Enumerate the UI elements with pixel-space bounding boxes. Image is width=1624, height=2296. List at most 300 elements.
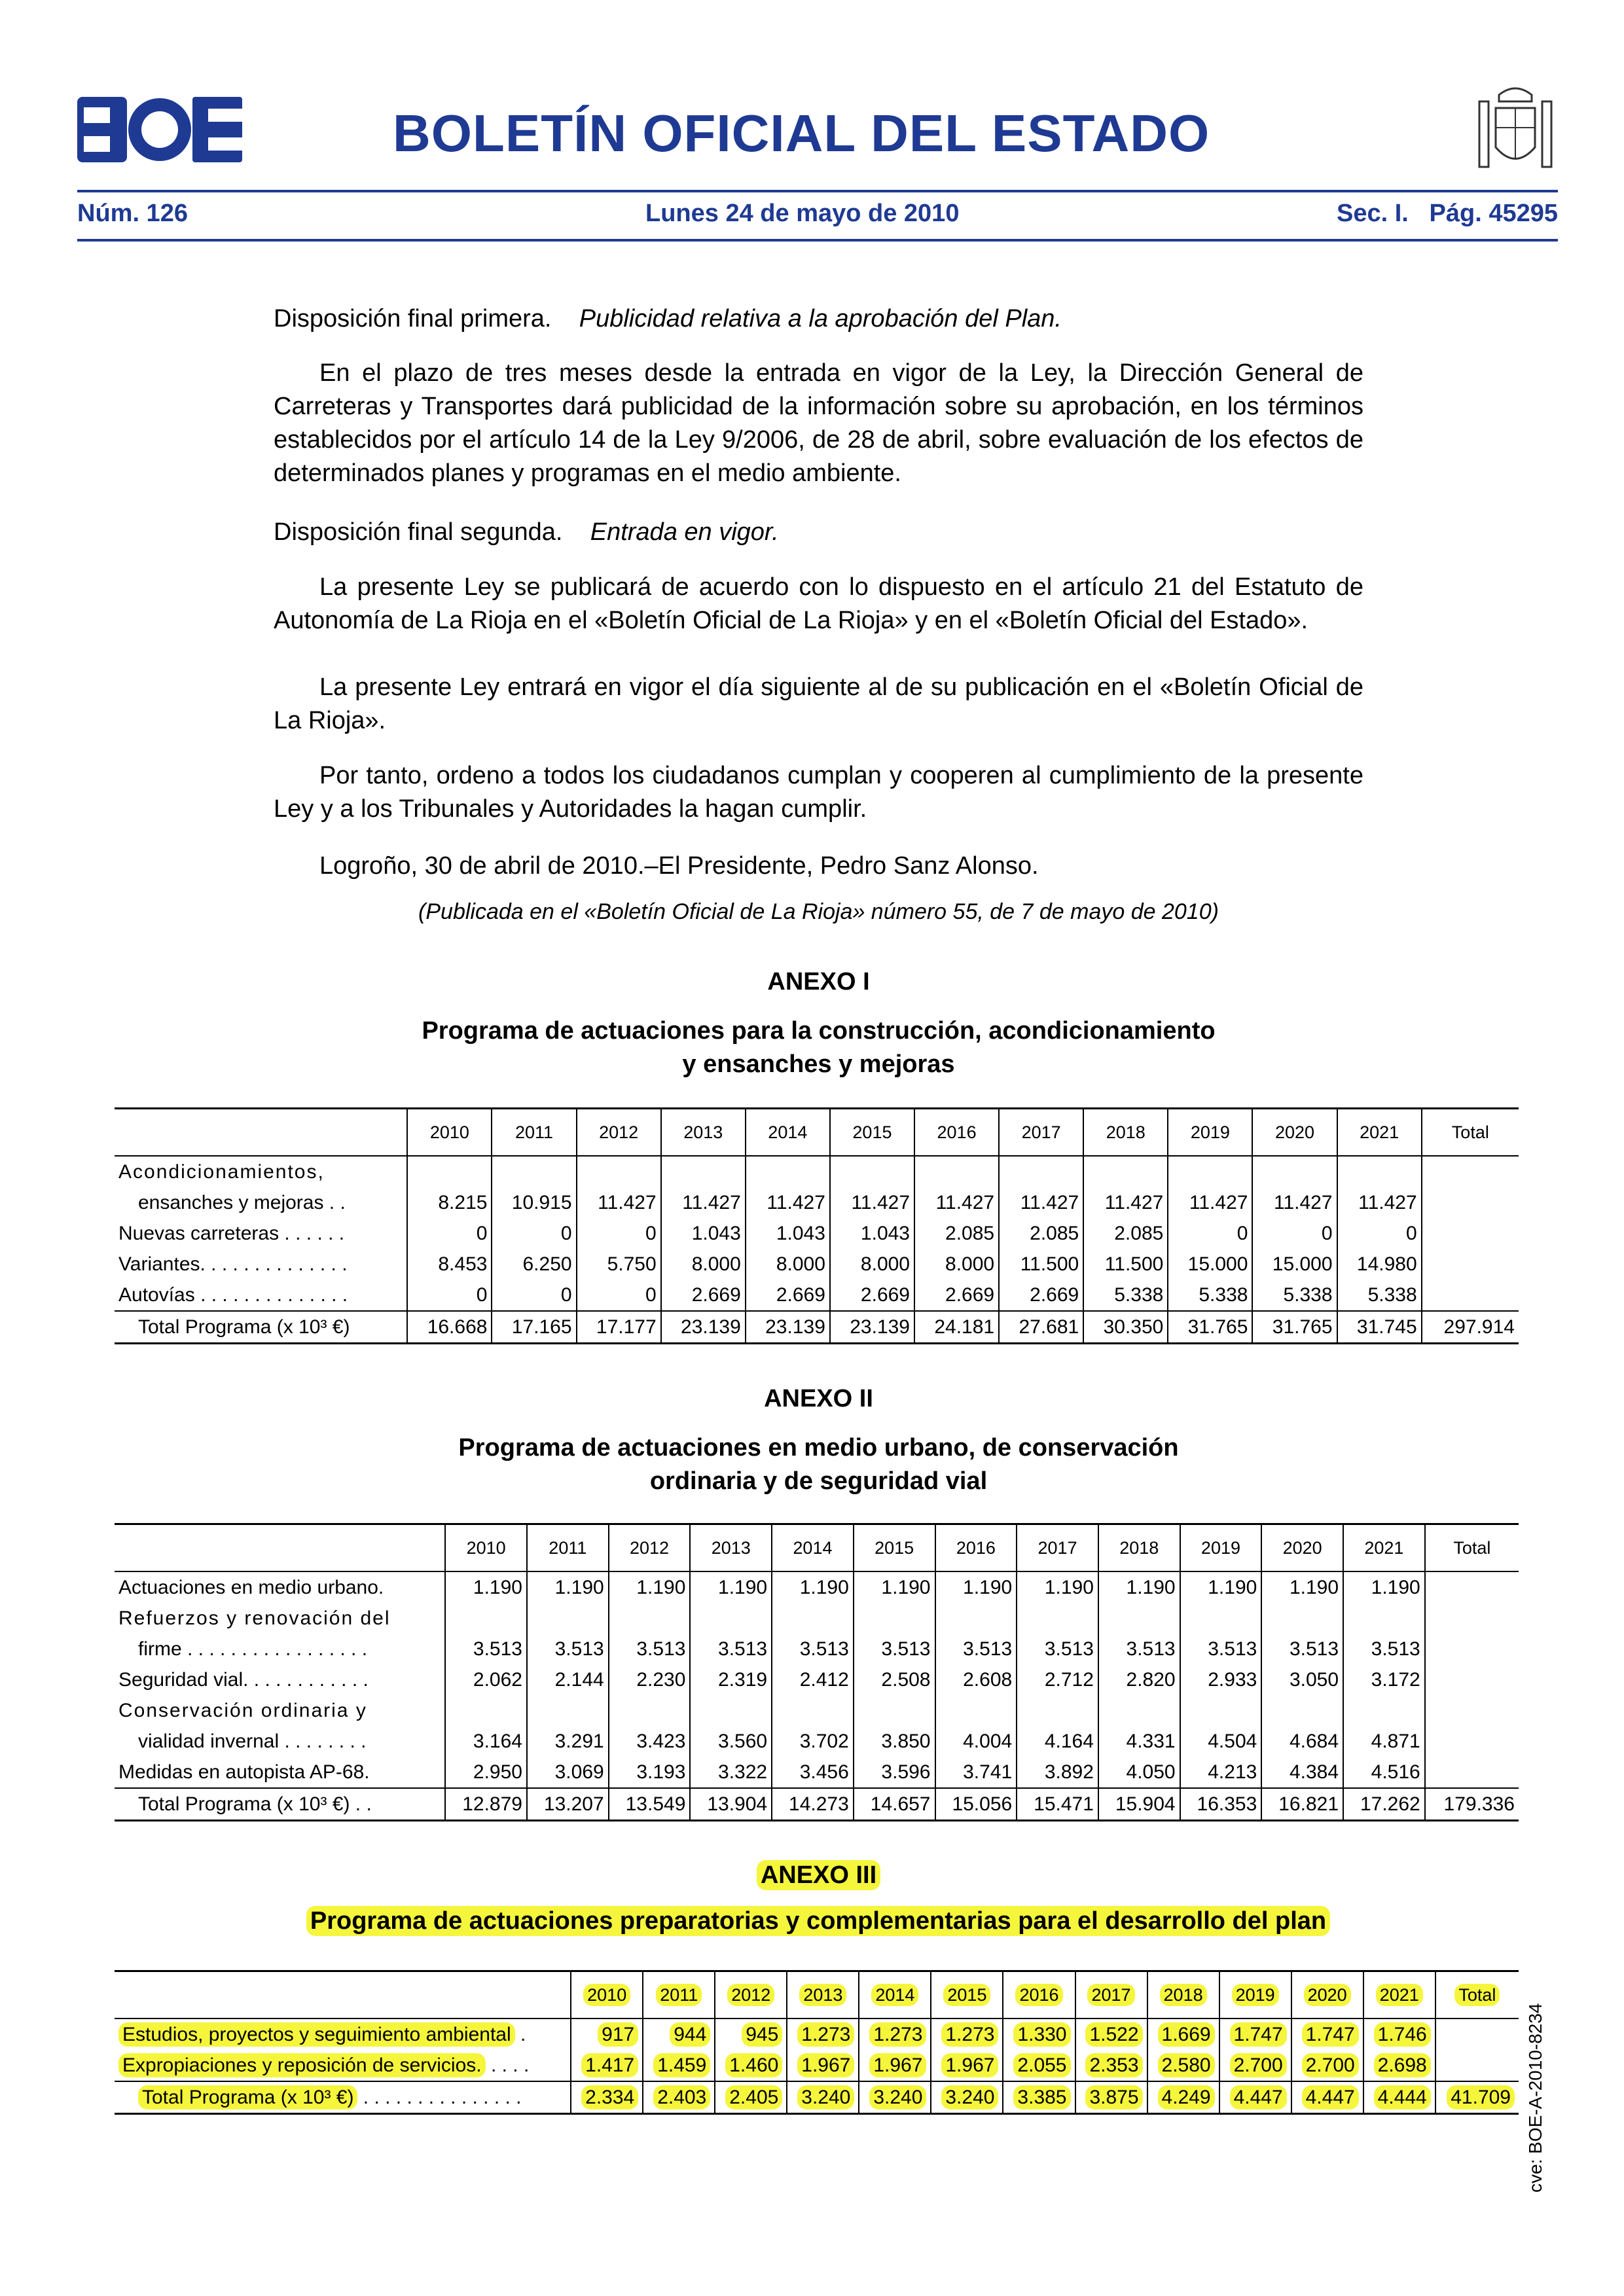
row-label: Total Programa (x 10³ €) . . . . . . . . . . . . . . .	[115, 2081, 571, 2114]
value-cell: 1.190	[772, 1571, 854, 1603]
highlighted-text: 1.273	[869, 2022, 926, 2047]
value-cell	[1425, 1571, 1519, 1603]
highlighted-text: 3.875	[1085, 2085, 1142, 2109]
value-cell: 3.513	[1180, 1634, 1262, 1664]
value-cell	[1425, 1726, 1519, 1757]
value-cell	[643, 2081, 715, 2114]
highlighted-text: 1.330	[1013, 2022, 1070, 2047]
total-row	[115, 2081, 1519, 2114]
value-cell: 3.172	[1343, 1664, 1425, 1695]
value-cell: 23.139	[746, 1311, 830, 1344]
table-row	[115, 1187, 1519, 1218]
row-label: Conservación ordinaria y	[118, 1699, 367, 1721]
value-cell: 8.215	[407, 1187, 492, 1218]
year-header	[715, 1971, 787, 2019]
year-header: 2014	[746, 1109, 830, 1157]
highlighted-text: 1.747	[1230, 2022, 1287, 2047]
value-cell: 11.427	[914, 1187, 999, 1218]
highlighted-text: 2011	[656, 1984, 702, 2006]
value-cell: 2.085	[1083, 1218, 1168, 1249]
highlighted-text: 2017	[1087, 1984, 1134, 2006]
highlighted-text: Expropiaciones y reposición de servicios.	[118, 2053, 486, 2077]
value-cell	[859, 2050, 931, 2081]
value-cell: 4.516	[1343, 1757, 1425, 1788]
value-cell: 3.560	[690, 1726, 772, 1757]
value-cell: 1.043	[661, 1218, 746, 1249]
value-cell: 3.850	[854, 1726, 935, 1757]
value-cell	[1075, 2081, 1147, 2114]
value-cell	[1147, 2018, 1219, 2050]
paragraph: Por tanto, ordeno a todos los ciudadanos cumplan y cooperen al cumplimiento de la presente Ley y a los Tribunales y Autoridades la hagan cumplir.	[274, 762, 1363, 823]
boe-logo	[77, 97, 242, 162]
row-label: Total Programa (x 10³ €)	[115, 1311, 407, 1344]
value-cell	[854, 1603, 935, 1634]
value-cell	[1147, 2081, 1219, 2114]
highlighted-text: 1.967	[869, 2053, 926, 2077]
value-cell: 30.350	[1083, 1311, 1168, 1344]
value-cell	[643, 2018, 715, 2050]
value-cell: 1.190	[527, 1571, 609, 1603]
value-cell: 4.684	[1261, 1726, 1343, 1757]
value-cell: 16.353	[1180, 1788, 1262, 1821]
row-label: Expropiaciones y reposición de servicios. . . . .	[115, 2050, 571, 2081]
value-cell: 27.681	[999, 1311, 1083, 1344]
highlighted-text: 2.055	[1013, 2053, 1070, 2077]
value-cell	[1075, 2050, 1147, 2081]
value-cell: 2.820	[1098, 1664, 1180, 1695]
value-cell	[830, 1156, 914, 1187]
value-cell	[1003, 2050, 1075, 2081]
disposition-first-heading	[274, 302, 1363, 336]
table-row	[115, 2018, 1519, 2050]
value-cell	[1291, 2018, 1363, 2050]
value-cell: 1.190	[1343, 1571, 1425, 1603]
value-cell: 10.915	[492, 1187, 576, 1218]
row-label: Medidas en autopista AP-68.	[118, 1761, 370, 1783]
highlighted-text: 1.746	[1374, 2022, 1431, 2047]
value-cell: 15.056	[935, 1788, 1017, 1821]
row-label: ensanches y mejoras . .	[138, 1191, 346, 1213]
value-cell: 4.504	[1180, 1726, 1262, 1757]
disposition-title: Publicidad relativa a la aprobación del Plan.	[579, 305, 1062, 332]
value-cell	[1435, 2081, 1519, 2114]
value-cell: 15.000	[1168, 1249, 1252, 1280]
table-row	[115, 1695, 1519, 1726]
value-cell	[859, 2081, 931, 2114]
value-cell: 8.000	[746, 1249, 830, 1280]
highlighted-text: 2015	[943, 1984, 990, 2006]
year-header	[1003, 1971, 1075, 2019]
highlighted-text: 2010	[583, 1984, 630, 2006]
value-cell: 0	[492, 1218, 576, 1249]
value-cell: 1.190	[690, 1571, 772, 1603]
coat-of-arms-icon	[1473, 82, 1558, 180]
value-cell: 1.190	[609, 1571, 691, 1603]
highlighted-text: 2021	[1376, 1984, 1423, 2006]
highlighted-text: 1.967	[797, 2053, 854, 2077]
highlighted-text: 917	[598, 2022, 638, 2047]
row-label: Refuerzos y renovación del	[118, 1607, 391, 1629]
value-cell	[527, 1603, 609, 1634]
anexo3-table	[115, 1970, 1519, 2115]
highlighted-text: 1.460	[725, 2053, 782, 2077]
total-row	[115, 1788, 1519, 1821]
table-header-row	[115, 1524, 1519, 1572]
value-cell: 2.669	[661, 1280, 746, 1311]
value-cell: 3.513	[772, 1634, 854, 1664]
value-cell	[787, 2081, 859, 2114]
value-cell	[931, 2081, 1003, 2114]
value-cell: 2.230	[609, 1664, 691, 1695]
year-header: 2013	[690, 1524, 772, 1572]
table-row	[115, 1280, 1519, 1311]
value-cell: 2.950	[445, 1757, 527, 1788]
value-cell	[935, 1603, 1017, 1634]
value-cell	[609, 1603, 691, 1634]
table-row	[115, 1726, 1519, 1757]
anexo3-subtitle: Programa de actuaciones preparatorias y complementarias para el desarrollo del plan	[196, 1905, 1440, 1938]
value-cell: 3.513	[935, 1634, 1017, 1664]
year-header: 2014	[772, 1524, 854, 1572]
year-header: 2011	[527, 1524, 609, 1572]
value-cell: 0	[577, 1280, 661, 1311]
highlighted-text: 2.580	[1158, 2053, 1215, 2077]
value-cell: 2.412	[772, 1664, 854, 1695]
year-header	[1147, 1971, 1219, 2019]
year-header	[1219, 1971, 1291, 2019]
value-cell: 3.513	[1343, 1634, 1425, 1664]
value-cell	[999, 1156, 1083, 1187]
value-cell: 0	[492, 1280, 576, 1311]
header-rule-bottom	[77, 239, 1558, 242]
highlighted-text: 1.459	[653, 2053, 710, 2077]
value-cell: 16.668	[407, 1311, 492, 1344]
value-cell	[1168, 1156, 1252, 1187]
value-cell	[854, 1695, 935, 1726]
highlighted-text: 1.522	[1085, 2022, 1142, 2047]
year-header: 2012	[577, 1109, 661, 1157]
highlighted-text: 1.417	[581, 2053, 638, 2077]
year-header: Total	[1422, 1109, 1519, 1157]
value-cell	[931, 2050, 1003, 2081]
year-header	[571, 1971, 643, 2019]
value-cell: 4.871	[1343, 1726, 1425, 1757]
row-label: Acondicionamientos,	[118, 1160, 325, 1183]
value-cell: 3.513	[445, 1634, 527, 1664]
issue-date: Lunes 24 de mayo de 2010	[645, 200, 960, 227]
year-header	[1075, 1971, 1147, 2019]
value-cell	[1422, 1218, 1519, 1249]
value-cell: 17.177	[577, 1311, 661, 1344]
value-cell: 11.427	[830, 1187, 914, 1218]
value-cell: 5.338	[1083, 1280, 1168, 1311]
table-row	[115, 1634, 1519, 1664]
year-header: 2010	[407, 1109, 492, 1157]
year-header: 2018	[1098, 1524, 1180, 1572]
highlighted-text: 2018	[1160, 1984, 1207, 2006]
value-cell	[772, 1603, 854, 1634]
year-header: 2012	[609, 1524, 691, 1572]
value-cell	[1219, 2018, 1291, 2050]
value-cell: 3.164	[445, 1726, 527, 1757]
value-cell	[1291, 2081, 1363, 2114]
year-header: 2017	[999, 1109, 1083, 1157]
table-header-row	[115, 1971, 1519, 2019]
publication-note: (Publicada en el «Boletín Oficial de La Rioja» número 55, de 7 de mayo de 2010)	[418, 899, 1219, 924]
value-cell: 1.190	[1098, 1571, 1180, 1603]
value-cell	[1017, 1603, 1098, 1634]
row-label: Estudios, proyectos y seguimiento ambiental .	[115, 2018, 571, 2050]
value-cell	[1425, 1757, 1519, 1788]
highlighted-text: 2019	[1232, 1984, 1279, 2006]
value-cell	[914, 1156, 999, 1187]
value-cell: 2.062	[445, 1664, 527, 1695]
value-cell: 0	[1252, 1218, 1337, 1249]
value-cell: 1.043	[746, 1218, 830, 1249]
value-cell: 31.765	[1252, 1311, 1337, 1344]
value-cell: 15.904	[1098, 1788, 1180, 1821]
year-header	[1435, 1971, 1519, 2019]
year-header: 2020	[1261, 1524, 1343, 1572]
value-cell: 11.500	[1083, 1249, 1168, 1280]
highlighted-text: 4.444	[1374, 2085, 1431, 2109]
value-cell	[1422, 1249, 1519, 1280]
value-cell: 11.427	[577, 1187, 661, 1218]
value-cell: 1.190	[1017, 1571, 1098, 1603]
header-blank-cell	[115, 1971, 571, 2019]
header-blank-cell	[115, 1109, 407, 1157]
year-header: 2020	[1252, 1109, 1337, 1157]
value-cell: 5.338	[1337, 1280, 1422, 1311]
value-cell	[577, 1156, 661, 1187]
year-header: 2019	[1180, 1524, 1262, 1572]
value-cell: 3.513	[1098, 1634, 1180, 1664]
row-label: firme . . . . . . . . . . . . . . . . .	[138, 1638, 368, 1660]
value-cell	[1003, 2018, 1075, 2050]
year-header: Total	[1425, 1524, 1519, 1572]
value-cell: 14.657	[854, 1788, 935, 1821]
value-cell: 8.000	[914, 1249, 999, 1280]
value-cell: 11.500	[999, 1249, 1083, 1280]
value-cell: 1.190	[1261, 1571, 1343, 1603]
year-header	[859, 1971, 931, 2019]
value-cell	[1098, 1603, 1180, 1634]
value-cell	[1422, 1156, 1519, 1187]
paragraph: La presente Ley entrará en vigor el día siguiente al de su publicación en el «Boletín Oficial de La Rioja».	[274, 673, 1363, 734]
highlighted-text: 4.249	[1158, 2085, 1215, 2109]
year-header	[931, 1971, 1003, 2019]
value-cell: 6.250	[492, 1249, 576, 1280]
value-cell: 179.336	[1425, 1788, 1519, 1821]
value-cell	[1219, 2081, 1291, 2114]
value-cell: 2.669	[746, 1280, 830, 1311]
value-cell: 4.004	[935, 1726, 1017, 1757]
value-cell	[1422, 1187, 1519, 1218]
anexo1-subtitle: Programa de actuaciones para la construcción, acondicionamiento y ensanches y mejoras	[422, 1017, 1216, 1078]
value-cell: 4.213	[1180, 1757, 1262, 1788]
value-cell	[715, 2050, 787, 2081]
value-cell	[1219, 2050, 1291, 2081]
value-cell: 3.050	[1261, 1664, 1343, 1695]
row-label: Seguridad vial. . . . . . . . . . . .	[118, 1668, 369, 1691]
value-cell: 3.596	[854, 1757, 935, 1788]
value-cell: 11.427	[746, 1187, 830, 1218]
value-cell: 2.933	[1180, 1664, 1262, 1695]
value-cell: 11.427	[1168, 1187, 1252, 1218]
value-cell: 3.513	[690, 1634, 772, 1664]
row-label: Nuevas carreteras . . . . . .	[118, 1222, 345, 1244]
value-cell: 11.427	[1337, 1187, 1422, 1218]
value-cell	[1098, 1695, 1180, 1726]
value-cell	[643, 2050, 715, 2081]
table-header-row	[115, 1109, 1519, 1157]
value-cell	[661, 1156, 746, 1187]
value-cell: 13.904	[690, 1788, 772, 1821]
value-cell	[1363, 2081, 1435, 2114]
highlighted-text: 2020	[1304, 1984, 1351, 2006]
highlighted-text: 2014	[871, 1984, 918, 2006]
value-cell: 3.741	[935, 1757, 1017, 1788]
disposition-label: Disposición final primera.	[274, 305, 552, 332]
value-cell	[715, 2081, 787, 2114]
value-cell: 2.712	[1017, 1664, 1098, 1695]
value-cell: 11.427	[1083, 1187, 1168, 1218]
value-cell	[1083, 1156, 1168, 1187]
value-cell: 3.892	[1017, 1757, 1098, 1788]
value-cell: 2.319	[690, 1664, 772, 1695]
value-cell: 5.338	[1168, 1280, 1252, 1311]
section-page: Sec. I. Pág. 45295	[1337, 200, 1558, 227]
highlighted-text: 41.709	[1447, 2085, 1515, 2109]
value-cell	[1261, 1603, 1343, 1634]
value-cell: 0	[577, 1218, 661, 1249]
disposition-title: Entrada en vigor.	[590, 518, 779, 546]
value-cell: 0	[407, 1218, 492, 1249]
value-cell	[609, 1695, 691, 1726]
highlighted-text: 2.700	[1230, 2053, 1287, 2077]
year-header: 2021	[1343, 1524, 1425, 1572]
year-header	[643, 1971, 715, 2019]
value-cell	[1425, 1603, 1519, 1634]
value-cell	[746, 1156, 830, 1187]
value-cell	[407, 1156, 492, 1187]
value-cell: 3.193	[609, 1757, 691, 1788]
table-row	[115, 1664, 1519, 1695]
value-cell	[445, 1695, 527, 1726]
table-row	[115, 1603, 1519, 1634]
value-cell	[690, 1695, 772, 1726]
value-cell	[1343, 1603, 1425, 1634]
value-cell: 2.669	[914, 1280, 999, 1311]
value-cell: 3.513	[609, 1634, 691, 1664]
value-cell	[571, 2050, 643, 2081]
highlighted-text: 2012	[727, 1984, 774, 2006]
highlighted-text: 4.447	[1230, 2085, 1287, 2109]
value-cell: 2.508	[854, 1664, 935, 1695]
year-header: 2019	[1168, 1109, 1252, 1157]
value-cell: 3.069	[527, 1757, 609, 1788]
highlighted-text: 944	[670, 2022, 710, 2047]
header-blank-cell	[115, 1524, 445, 1572]
year-header	[1291, 1971, 1363, 2019]
row-label: Variantes. . . . . . . . . . . . . .	[118, 1253, 348, 1275]
value-cell: 2.608	[935, 1664, 1017, 1695]
signature-line: Logroño, 30 de abril de 2010.–El Presidente, Pedro Sanz Alonso.	[319, 852, 1039, 880]
value-cell: 12.879	[445, 1788, 527, 1821]
highlighted-text: Estudios, proyectos y seguimiento ambiental	[118, 2022, 515, 2047]
value-cell: 4.050	[1098, 1757, 1180, 1788]
year-header: 2015	[854, 1524, 935, 1572]
value-cell	[571, 2018, 643, 2050]
year-header: 2017	[1017, 1524, 1098, 1572]
value-cell: 3.322	[690, 1757, 772, 1788]
value-cell: 5.750	[577, 1249, 661, 1280]
value-cell: 13.207	[527, 1788, 609, 1821]
value-cell: 0	[407, 1280, 492, 1311]
value-cell: 23.139	[830, 1311, 914, 1344]
highlighted-text: Total Programa (x 10³ €)	[138, 2085, 357, 2109]
highlighted-text: 2.334	[581, 2085, 638, 2109]
value-cell: 0	[1168, 1218, 1252, 1249]
highlighted-text: 1.747	[1302, 2022, 1359, 2047]
row-label: vialidad invernal . . . . . . . .	[138, 1730, 367, 1752]
row-label: Autovías . . . . . . . . . . . . . .	[118, 1283, 348, 1306]
value-cell: 23.139	[661, 1311, 746, 1344]
value-cell	[571, 2081, 643, 2114]
highlighted-text: 945	[742, 2022, 782, 2047]
value-cell: 0	[1337, 1218, 1422, 1249]
value-cell: 31.765	[1168, 1311, 1252, 1344]
value-cell	[1343, 1695, 1425, 1726]
value-cell: 3.291	[527, 1726, 609, 1757]
year-header: 2016	[914, 1109, 999, 1157]
highlighted-text: 2016	[1015, 1984, 1062, 2006]
disposition-second-heading	[274, 516, 1363, 549]
value-cell: 15.471	[1017, 1788, 1098, 1821]
value-cell	[1425, 1695, 1519, 1726]
value-cell	[690, 1603, 772, 1634]
anexo1-title: ANEXO I	[767, 968, 870, 996]
table-row	[115, 1249, 1519, 1280]
highlighted-text: 1.967	[941, 2053, 998, 2077]
value-cell: 3.702	[772, 1726, 854, 1757]
row-label: Actuaciones en medio urbano.	[118, 1576, 384, 1598]
cve-code: cve: BOE-A-2010-8234	[1525, 2003, 1545, 2193]
value-cell	[772, 1695, 854, 1726]
value-cell: 5.338	[1252, 1280, 1337, 1311]
highlighted-text: 3.240	[797, 2085, 854, 2109]
value-cell	[1363, 2018, 1435, 2050]
value-cell: 3.423	[609, 1726, 691, 1757]
value-cell: 14.273	[772, 1788, 854, 1821]
value-cell	[1017, 1695, 1098, 1726]
value-cell: 3.513	[527, 1634, 609, 1664]
value-cell: 1.190	[854, 1571, 935, 1603]
value-cell: 24.181	[914, 1311, 999, 1344]
highlighted-text: 2.403	[653, 2085, 710, 2109]
table-row	[115, 1218, 1519, 1249]
value-cell: 14.980	[1337, 1249, 1422, 1280]
table-row	[115, 1757, 1519, 1788]
value-cell: 1.190	[1180, 1571, 1262, 1603]
value-cell	[715, 2018, 787, 2050]
highlighted-text: 1.669	[1158, 2022, 1215, 2047]
year-header: 2013	[661, 1109, 746, 1157]
total-row	[115, 1311, 1519, 1344]
value-cell: 3.456	[772, 1757, 854, 1788]
year-header	[1363, 1971, 1435, 2019]
value-cell: 2.669	[830, 1280, 914, 1311]
